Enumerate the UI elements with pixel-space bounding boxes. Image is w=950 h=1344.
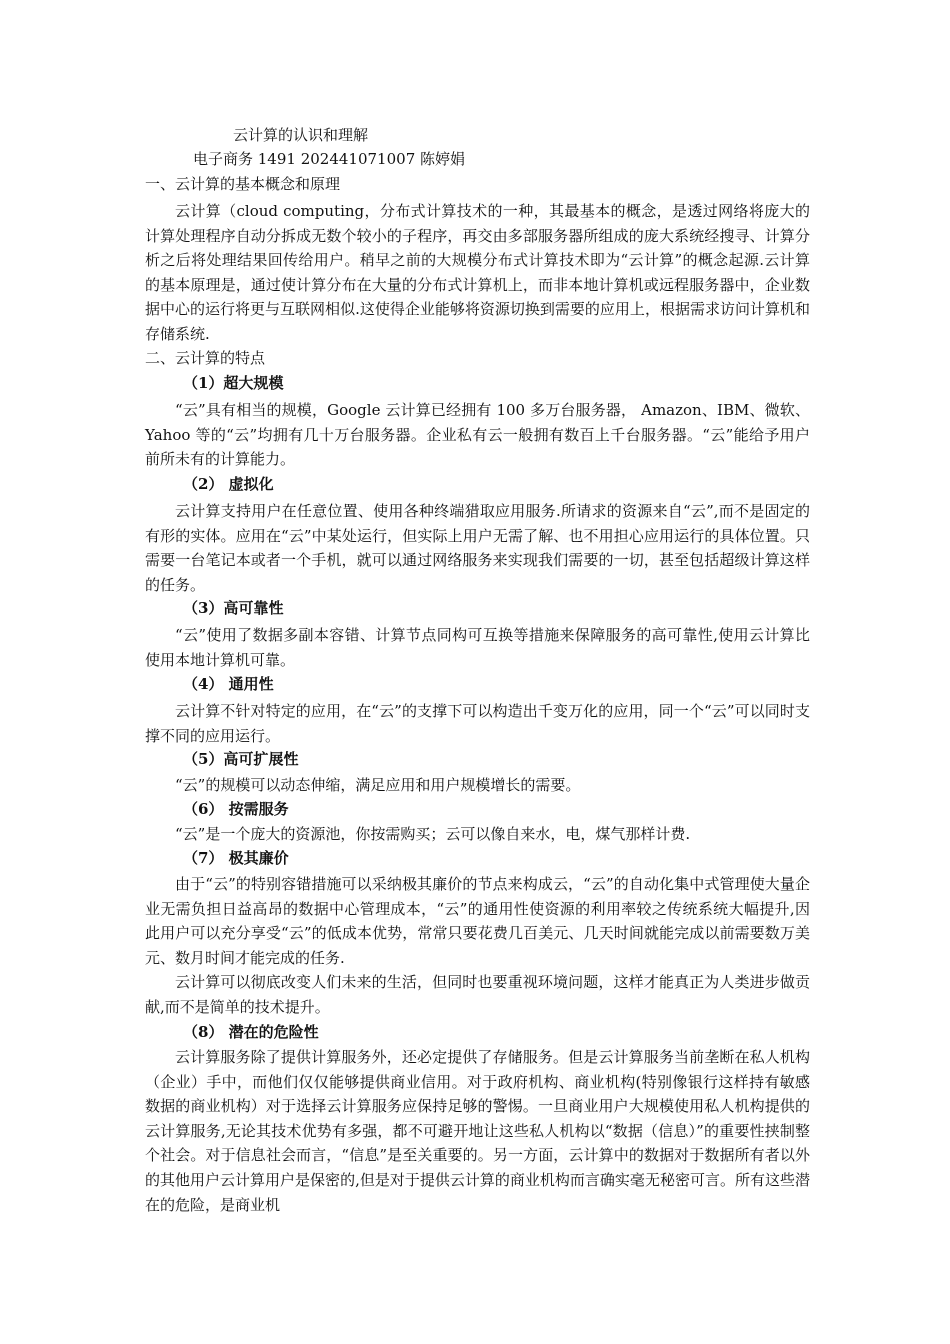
feature-6-paragraph: “云”是一个庞大的资源池，你按需购买；云可以像自来水，电，煤气那样计费. (175, 825, 691, 843)
section1-paragraph: 云计算（cloud computing，分布式计算技术的一种，其最基本的概念，是透过网络将庞大的计算处理程序自动分拆成无数个较小的子程序，再交由多部服务器所组成的庞大系统经搜寻、计算分析之后将处理结果回传给用户。稍早之前的大规模分布式计算技术即为“云计算”的概念起源.云计算的基本原理是，通过使计算分布在大量的分布式计算机上，而非本地计算机或远程服务器中，企业数据中心的运行将更与互联网相似.这使得企业能够将资源切换到需要的应用上，根据需求访问计算机和存储系统. (145, 202, 810, 343)
feature-7-heading: （7） 极其廉价 (183, 849, 289, 867)
feature-3-paragraph: “云”使用了数据多副本容错、计算节点同构可互换等措施来保障服务的高可靠性,使用云计算比使用本地计算机可靠。 (145, 626, 810, 669)
feature-8-paragraph: 云计算服务除了提供计算服务外，还必定提供了存储服务。但是云计算服务当前垄断在私人机构（企业）手中，而他们仅仅能够提供商业信用。对于政府机构、商业机构(特别像银行这样持有敏感数据的商业机构）对于选择云计算服务应保持足够的警惕。一旦商业用户大规模使用私人机构提供的云计算服务,无论其技术优势有多强，都不可避开地让这些私人机构以“数据（信息）”的重要性挟制整个社会。对于信息社会而言，“信息”是至关重要的。另一方面，云计算中的数据对于数据所有者以外的其他用户云计算用户是保密的,但是对于提供云计算的商业机构而言确实毫无秘密可言。所有这些潜在的危险，是商业机 (145, 1048, 810, 1214)
document-title: 云计算的认识和理解 (233, 126, 369, 144)
feature-7-paragraph: 由于“云”的特别容错措施可以采纳极其廉价的节点来构成云，“云”的自动化集中式管理使大量企业无需负担日益高昂的数据中心管理成本，“云”的通用性使资源的利用率较之传统系统大幅提升,因此用户可以充分享受“云”的低成本优势，常常只要花费几百美元、几天时间就能完成以前需要数万美元、数月时间才能完成的任务. (145, 875, 810, 967)
feature-4-paragraph: 云计算不针对特定的应用，在“云”的支撑下可以构造出千变万化的应用，同一个“云”可以同时支撑不同的应用运行。 (145, 702, 810, 745)
feature-8-heading: （8） 潜在的危险性 (183, 1023, 319, 1041)
feature-2-paragraph: 云计算支持用户在任意位置、使用各种终端猎取应用服务.所请求的资源来自“云”,而不是固定的有形的实体。应用在“云”中某处运行，但实际上用户无需了解、也不用担心应用运行的具体位置。只需要一台笔记本或者一个手机，就可以通过网络服务来实现我们需要的一切，甚至包括超级计算这样的任务。 (145, 502, 810, 594)
section2-heading: 二、云计算的特点 (145, 349, 266, 367)
feature-2-heading: （2） 虚拟化 (183, 475, 274, 493)
feature-7-paragraph-2: 云计算可以彻底改变人们未来的生活，但同时也要重视环境问题，这样才能真正为人类进步做贡献,而不是简单的技术提升。 (145, 973, 810, 1016)
section1-heading: 一、云计算的基本概念和原理 (145, 175, 341, 193)
feature-1-heading: （1）超大规模 (183, 374, 284, 392)
feature-1-paragraph: “云”具有相当的规模，Google 云计算已经拥有 100 多万台服务器， Amazon、IBM、微软、Yahoo 等的“云”均拥有几十万台服务器。企业私有云一般拥有数百上千台服务器。“云”能给予用户前所未有的计算能力。 (145, 401, 810, 469)
feature-5-paragraph: “云”的规模可以动态伸缩，满足应用和用户规模增长的需要。 (175, 776, 581, 794)
feature-5-heading: （5）高可扩展性 (183, 750, 299, 768)
feature-4-heading: （4） 通用性 (183, 675, 274, 693)
feature-6-heading: （6） 按需服务 (183, 800, 289, 818)
feature-3-heading: （3）高可靠性 (183, 599, 284, 617)
author-line: 电子商务 1491 202441071007 陈婷娟 (193, 150, 466, 168)
